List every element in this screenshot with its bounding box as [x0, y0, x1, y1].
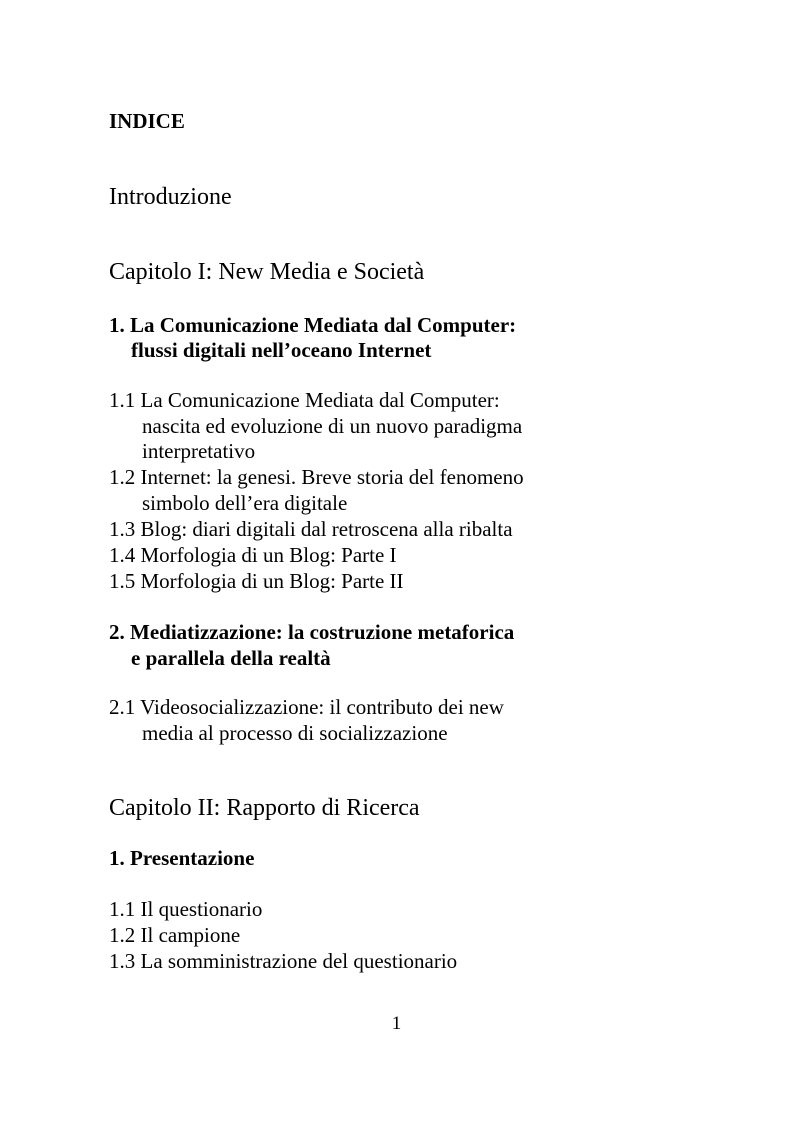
index-title: INDICE: [109, 109, 185, 133]
toc-entry-1-3: 1.3 Blog: diari digitali dal retroscena alla ribalta: [109, 517, 513, 541]
chapter-1-title: Capitolo I: New Media e Società: [109, 259, 425, 285]
toc-entry-ch2-1-3: 1.3 La somministrazione del questionario: [109, 949, 458, 973]
chapter-1-section-1-line-2: flussi digitali nell’oceano Internet: [131, 338, 432, 362]
toc-entry-1-1-line-3: interpretativo: [142, 439, 256, 463]
chapter-2-section-1: 1. Presentazione: [109, 846, 255, 870]
chapter-1-section-2-line-1: 2. Mediatizzazione: la costruzione metaforica: [109, 620, 515, 644]
toc-entry-1-1-line-1: 1.1 La Comunicazione Mediata dal Computer:: [109, 388, 500, 412]
introduction-heading: Introduzione: [109, 184, 232, 210]
toc-entry-ch2-1-2: 1.2 Il campione: [109, 923, 241, 947]
chapter-2-title: Capitolo II: Rapporto di Ricerca: [109, 795, 420, 821]
toc-entry-1-1-line-2: nascita ed evoluzione di un nuovo paradigma: [142, 414, 523, 438]
toc-entry-1-4: 1.4 Morfologia di un Blog: Parte I: [109, 543, 397, 567]
toc-entry-2-1-line-1: 2.1 Videosocializzazione: il contributo dei new: [109, 695, 504, 719]
toc-entry-1-5: 1.5 Morfologia di un Blog: Parte II: [109, 569, 404, 593]
page-number: 1: [391, 1013, 402, 1034]
toc-entry-ch2-1-1: 1.1 Il questionario: [109, 897, 263, 921]
chapter-1-section-1-line-1: 1. La Comunicazione Mediata dal Computer:: [109, 313, 517, 337]
toc-entry-1-2-line-2: simbolo dell’era digitale: [142, 491, 348, 515]
toc-entry-1-2-line-1: 1.2 Internet: la genesi. Breve storia del fenomeno: [109, 465, 524, 489]
chapter-1-section-2-line-2: e parallela della realtà: [131, 646, 331, 670]
toc-entry-2-1-line-2: media al processo di socializzazione: [142, 721, 448, 745]
